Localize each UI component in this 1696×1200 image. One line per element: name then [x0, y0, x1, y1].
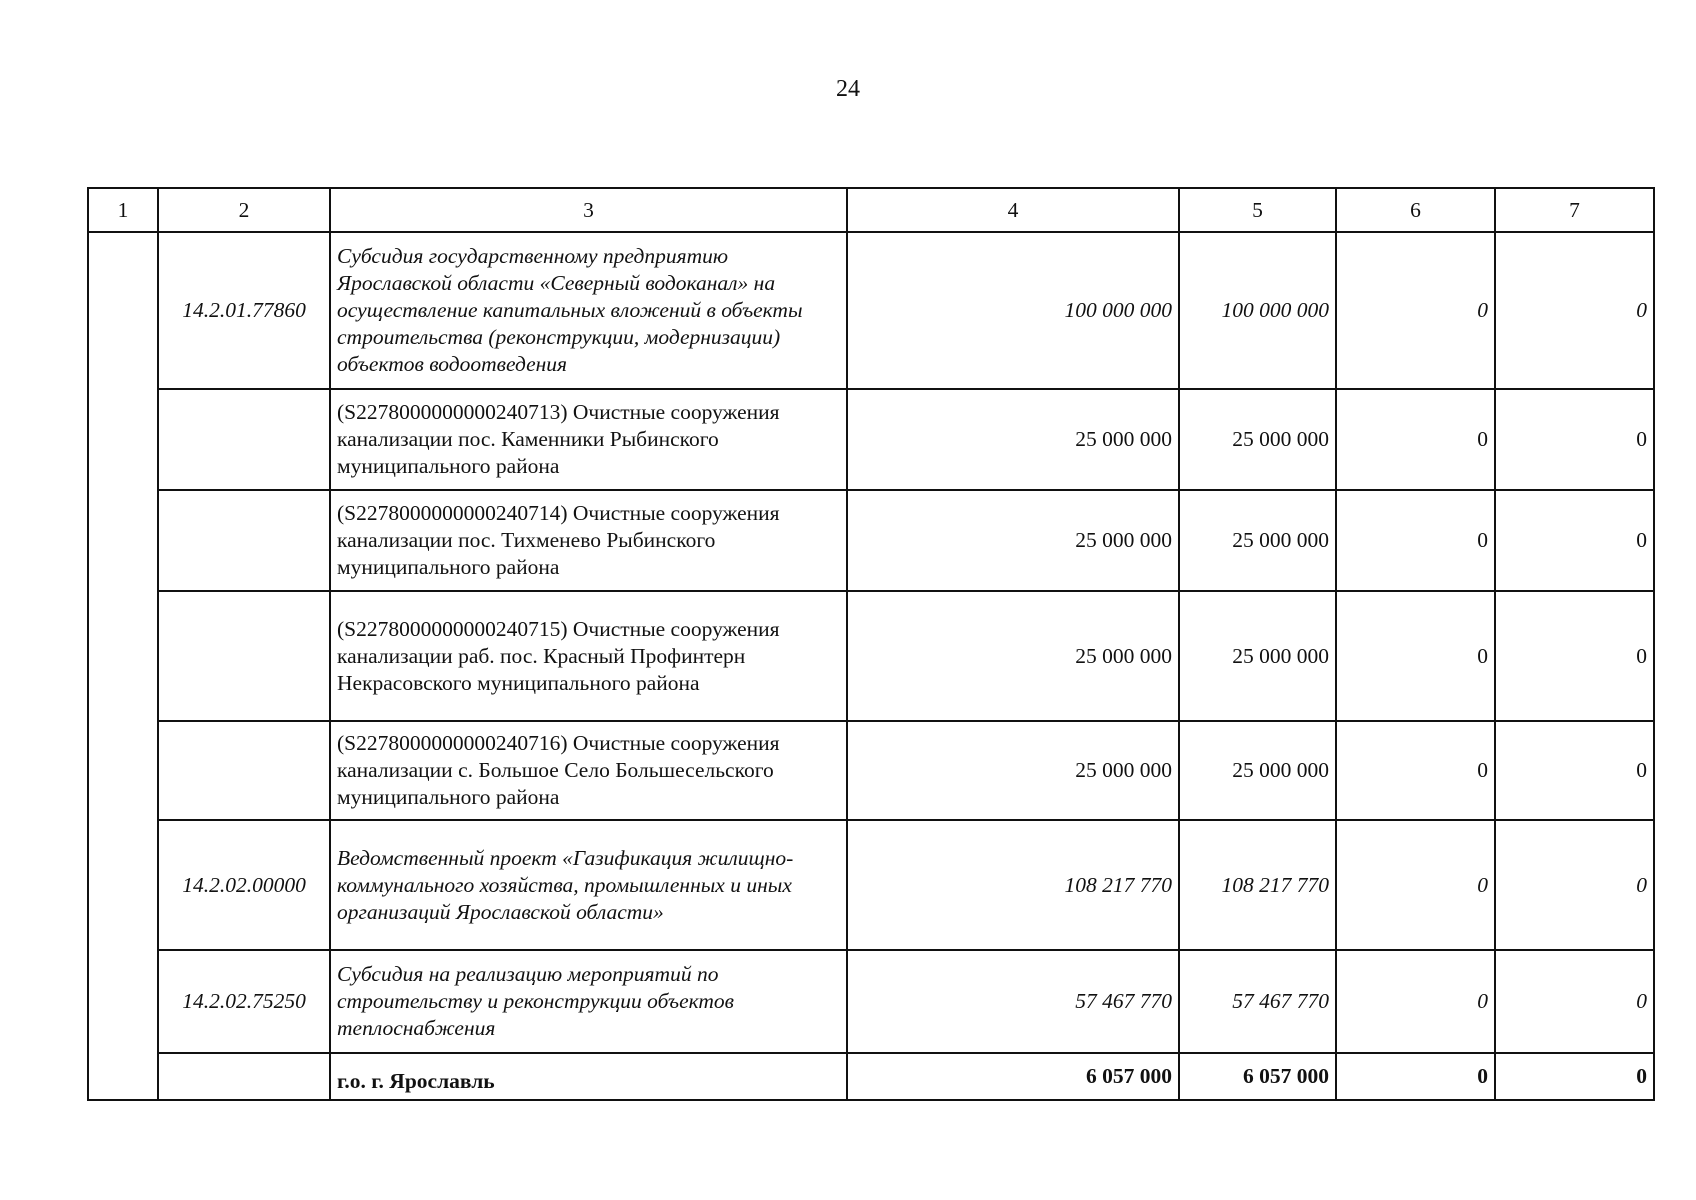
row-name: (S2278000000000240714) Очистные сооружения канализации пос. Тихменево Рыбинского муниципального района	[330, 490, 847, 591]
row-code: 14.2.01.77860	[158, 232, 330, 389]
table-row	[88, 490, 1654, 591]
row-code	[158, 591, 330, 721]
row-code	[158, 721, 330, 820]
row-col4-value: 25 000 000	[847, 490, 1179, 591]
row-col7-value: 0	[1495, 389, 1654, 490]
row-code	[158, 490, 330, 591]
row-col5-value: 57 467 770	[1179, 950, 1336, 1053]
table-row	[88, 591, 1654, 721]
row-col5-value: 25 000 000	[1179, 721, 1336, 820]
row-col4-value: 6 057 000	[847, 1053, 1179, 1100]
row-code: 14.2.02.75250	[158, 950, 330, 1053]
row-col6-value: 0	[1336, 389, 1495, 490]
row-col4-value: 25 000 000	[847, 389, 1179, 490]
row-col6-value: 0	[1336, 950, 1495, 1053]
row-col6-value: 0	[1336, 591, 1495, 721]
table-row	[88, 389, 1654, 490]
row-code	[158, 1053, 330, 1100]
row-col4-value: 25 000 000	[847, 591, 1179, 721]
row-col6-value: 0	[1336, 721, 1495, 820]
table-row	[88, 950, 1654, 1053]
row-col6-value: 0	[1336, 232, 1495, 389]
budget-table	[87, 187, 1655, 1101]
header-col-1: 1	[88, 188, 158, 232]
header-col-7: 7	[1495, 188, 1654, 232]
header-col-3: 3	[330, 188, 847, 232]
row-col7-value: 0	[1495, 1053, 1654, 1100]
row-col7-value: 0	[1495, 820, 1654, 950]
row-col7-value: 0	[1495, 721, 1654, 820]
row-col5-value: 100 000 000	[1179, 232, 1336, 389]
row-col5-value: 25 000 000	[1179, 591, 1336, 721]
row-name: Субсидия на реализацию мероприятий по строительству и реконструкции объектов теплоснабжения	[330, 950, 847, 1053]
header-col-4: 4	[847, 188, 1179, 232]
row-col7-value: 0	[1495, 490, 1654, 591]
row-col4-value: 100 000 000	[847, 232, 1179, 389]
row-col7-value: 0	[1495, 591, 1654, 721]
row-col5-value: 25 000 000	[1179, 490, 1336, 591]
page-number: 24	[836, 76, 860, 102]
header-col-5: 5	[1179, 188, 1336, 232]
header-col-6: 6	[1336, 188, 1495, 232]
row-col5-value: 108 217 770	[1179, 820, 1336, 950]
row-name: Ведомственный проект «Газификация жилищно-коммунального хозяйства, промышленных и иных организаций Ярославской области»	[330, 820, 847, 950]
total-row	[88, 1053, 1654, 1100]
table-row	[88, 820, 1654, 950]
row-name: г.о. г. Ярославль	[330, 1053, 847, 1100]
row-col7-value: 0	[1495, 232, 1654, 389]
table-row	[88, 721, 1654, 820]
row-col4-value: 57 467 770	[847, 950, 1179, 1053]
row-col6-value: 0	[1336, 490, 1495, 591]
row-col6-value: 0	[1336, 1053, 1495, 1100]
row-col5-value: 25 000 000	[1179, 389, 1336, 490]
header-col-2: 2	[158, 188, 330, 232]
row-col4-value: 25 000 000	[847, 721, 1179, 820]
row-name: (S2278000000000240716) Очистные сооружения канализации с. Большое Село Большесельского муниципального района	[330, 721, 847, 820]
row-code: 14.2.02.00000	[158, 820, 330, 950]
row-col7-value: 0	[1495, 950, 1654, 1053]
row-col6-value: 0	[1336, 820, 1495, 950]
row-name: (S2278000000000240713) Очистные сооружения канализации пос. Каменники Рыбинского муниципального района	[330, 389, 847, 490]
row-code	[158, 389, 330, 490]
row-col4-value: 108 217 770	[847, 820, 1179, 950]
table-row	[88, 232, 1654, 389]
row-name: Субсидия государственному предприятию Ярославской области «Северный водоканал» на осуществление капитальных вложений в объекты строительства (реконструкции, модернизации) объектов водоотведения	[330, 232, 847, 389]
header-row	[88, 188, 1654, 232]
column-1-merged-cell	[88, 232, 158, 1100]
row-name: (S2278000000000240715) Очистные сооружения канализации раб. пос. Красный Профинтерн Некрасовского муниципального района	[330, 591, 847, 721]
row-col5-value: 6 057 000	[1179, 1053, 1336, 1100]
